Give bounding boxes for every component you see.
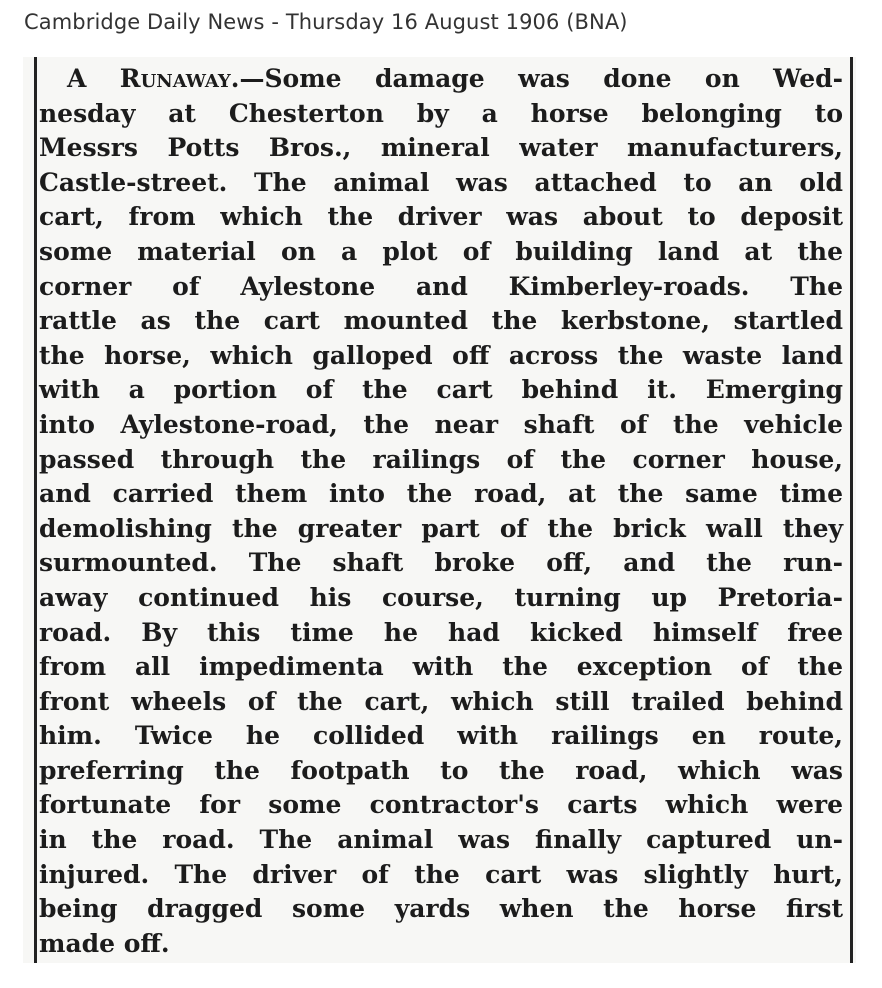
article-line: fortunate for some contractor's carts which were xyxy=(39,790,843,820)
article-line: in the road. The animal was finally captured un- xyxy=(39,825,843,855)
article-line: demolishing the greater part of the brick wall they xyxy=(39,513,843,543)
article-line: preferring the footpath to the road, which was xyxy=(39,755,843,785)
article-line: some material on a plot of building land at the xyxy=(39,236,843,266)
article-line: front wheels of the cart, which still trailed behind xyxy=(39,686,843,716)
article-line: the horse, which galloped off across the waste land xyxy=(39,340,843,370)
article-line: into Aylestone-road, the near shaft of the vehicle xyxy=(39,409,843,439)
column-rule-left xyxy=(34,57,37,963)
article-heading: A Runaway. xyxy=(67,64,240,93)
article-line: cart, from which the driver was about to deposit xyxy=(39,202,843,232)
article-line: away continued his course, turning up Pretoria- xyxy=(39,582,843,612)
article-line: corner of Aylestone and Kimberley-roads. The xyxy=(39,271,843,301)
article-line xyxy=(39,62,843,97)
article-line: surmounted. The shaft broke off, and the run- xyxy=(39,548,843,578)
article-line: him. Twice he collided with railings en route, xyxy=(39,721,843,751)
column-rule-right xyxy=(850,57,853,963)
article-line: injured. The driver of the cart was slightly hurt, xyxy=(39,859,843,889)
newspaper-clipping xyxy=(23,57,856,963)
article-line: with a portion of the cart behind it. Emerging xyxy=(39,375,843,405)
article-line: and carried them into the road, at the same time xyxy=(39,479,843,509)
article-line: road. By this time he had kicked himself free xyxy=(39,617,843,647)
article-line: being dragged some yards when the horse first xyxy=(39,894,843,924)
article-line: from all impedimenta with the exception of the xyxy=(39,652,843,682)
article-line: passed through the railings of the corner house, xyxy=(39,444,843,474)
article-line: Messrs Potts Bros., mineral water manufacturers, xyxy=(39,133,843,163)
article-line: nesday at Chesterton by a horse belonging to xyxy=(39,98,843,128)
article-line: made off. xyxy=(39,928,170,958)
clipping-caption: Cambridge Daily News - Thursday 16 August 1906 (BNA) xyxy=(24,10,628,34)
article-line: rattle as the cart mounted the kerbstone, startled xyxy=(39,306,843,336)
article-text xyxy=(39,62,843,961)
article-line: Castle-street. The animal was attached to an old xyxy=(39,167,843,197)
article-line-text: —Some damage was done on Wed- xyxy=(239,64,843,93)
